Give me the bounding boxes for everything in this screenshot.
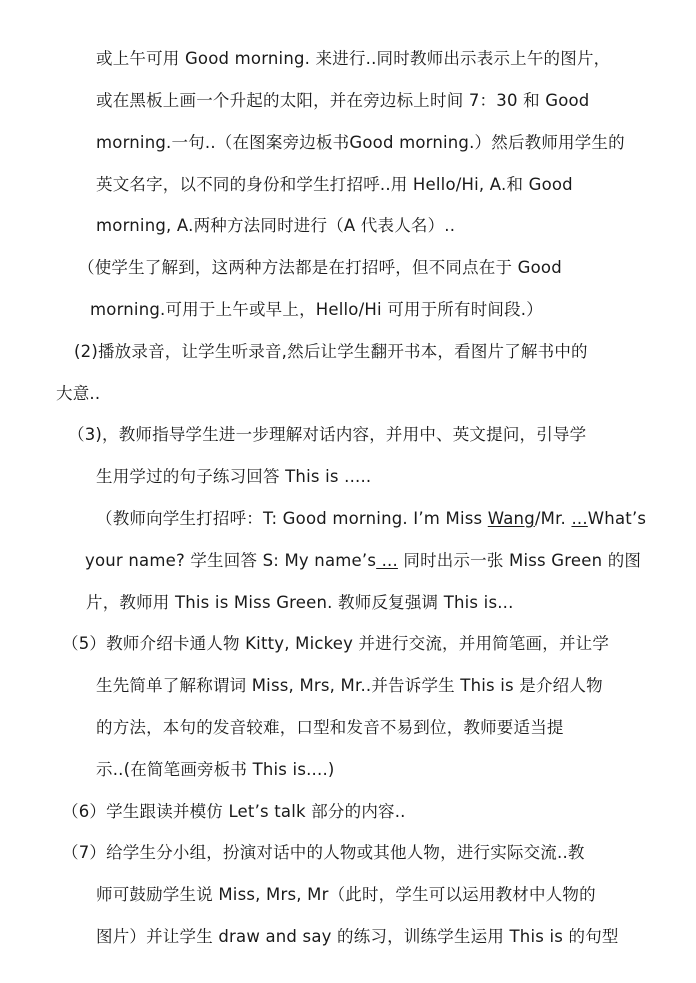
text-line: 师可鼓励学生说 Miss, Mrs, Mr（此时，学生可以运用教材中人物的 — [96, 885, 596, 904]
text-segment: 同时出示一张 Miss Green 的图 — [397, 551, 642, 570]
text-line: 或在黑板上画一个升起的太阳，并在旁边标上时间 7：30 和 Good — [96, 91, 590, 110]
underlined-ellipsis: ... — [376, 551, 398, 570]
text-line: 或上午可用 Good morning. 来进行..同时教师出示表示上午的图片， — [96, 49, 611, 68]
text-line: morning.一句..（在图案旁边板书Good morning.）然后教师用学生的 — [96, 133, 625, 152]
text-line: 生先简单了解称谓词 Miss, Mrs, Mr..并告诉学生 This is 是介绍人物 — [96, 676, 603, 695]
text-line: 英文名字，以不同的身份和学生打招呼..用 Hello/Hi, A.和 Good — [96, 175, 573, 194]
text-line: (2)播放录音，让学生听录音,然后让学生翻开书本，看图片了解书中的 — [74, 342, 588, 361]
text-line: （7）给学生分小组，扮演对话中的人物或其他人物，进行实际交流..教 — [62, 843, 585, 862]
text-line: 大意.. — [56, 384, 101, 403]
text-line: 示..(在简笔画旁板书 This is....) — [96, 760, 335, 779]
text-line: （6）学生跟读并模仿 Let’s talk 部分的内容.. — [62, 802, 406, 821]
text-line — [96, 507, 646, 531]
underlined-ellipsis: ... — [571, 509, 588, 528]
text-segment: /Mr. — [534, 509, 572, 528]
text-line: （5）教师介绍卡通人物 Kitty, Mickey 并进行交流，并用简笔画，并让学 — [62, 634, 610, 653]
text-segment: （教师向学生打招呼：T: Good morning. I’m Miss — [96, 509, 488, 528]
text-segment: your name? 学生回答 S: My name’s — [85, 551, 377, 570]
text-line: 片，教师用 This is Miss Green. 教师反复强调 This is... — [86, 593, 514, 612]
text-line — [85, 549, 641, 573]
text-line: 图片）并让学生 draw and say 的练习，训练学生运用 This is 的句型 — [96, 927, 619, 946]
text-line: 生用学过的句子练习回答 This is ..... — [96, 467, 372, 486]
text-line: （使学生了解到，这两种方法都是在打招呼，但不同点在于 Good — [78, 258, 562, 277]
underlined-name: Wang — [487, 509, 535, 528]
text-line: morning, A.两种方法同时进行（A 代表人名）.. — [96, 216, 456, 235]
text-line: 的方法，本句的发音较难，口型和发音不易到位，教师要适当提 — [96, 718, 564, 737]
text-segment: What’s — [587, 509, 647, 528]
text-line: （3)，教师指导学生进一步理解对话内容，并用中、英文提问，引导学 — [68, 425, 587, 444]
text-line: morning.可用于上午或早上，Hello/Hi 可用于所有时间段.） — [90, 300, 543, 319]
